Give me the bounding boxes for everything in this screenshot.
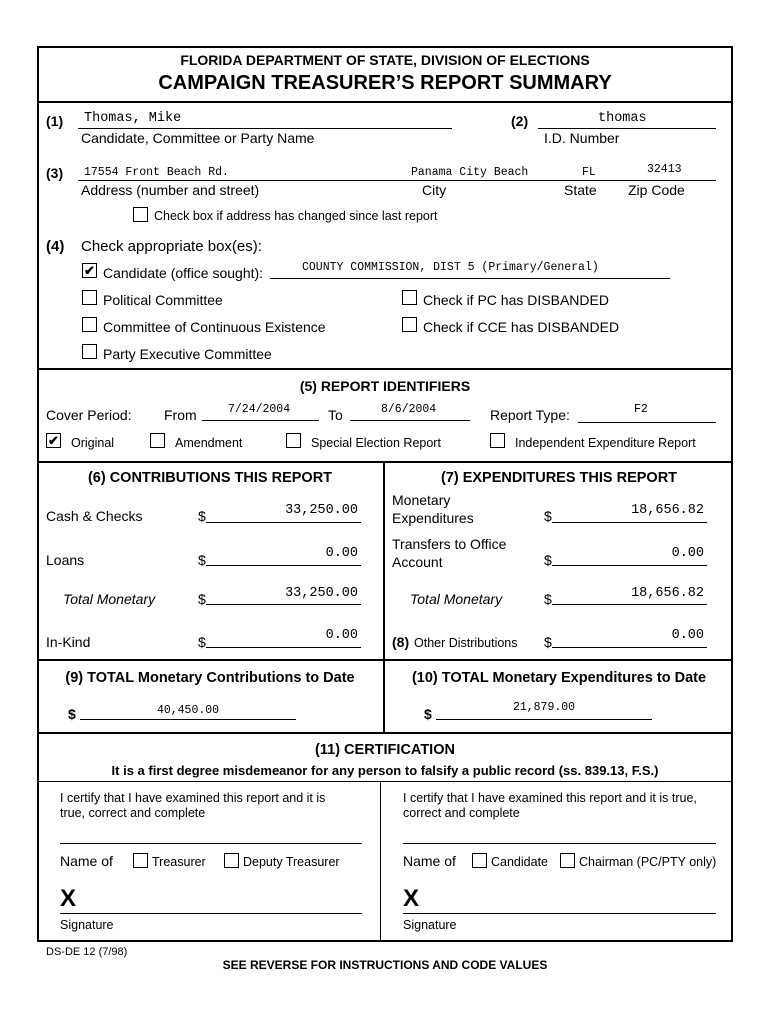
total-expenditures-title: (10) TOTAL Monetary Expenditures to Date: [411, 670, 707, 686]
expenditures-title: (7) EXPENDITURES THIS REPORT: [440, 470, 678, 486]
treasurer-label: Treasurer: [152, 855, 206, 869]
deputy-treasurer-checkbox[interactable]: [224, 853, 239, 868]
cce-checkbox[interactable]: [82, 317, 97, 332]
right-signature-label: Signature: [403, 918, 457, 932]
treasurer-checkbox[interactable]: [133, 853, 148, 868]
candidate-sign-label: Candidate: [491, 855, 548, 869]
candidate-sign-checkbox[interactable]: [472, 853, 487, 868]
cce-label: Committee of Continuous Existence: [103, 319, 326, 335]
transfers-line: [552, 565, 707, 566]
amendment-checkbox[interactable]: [150, 433, 165, 448]
divider: [37, 368, 733, 370]
cce-disbanded-checkbox[interactable]: [402, 317, 417, 332]
footer-note: SEE REVERSE FOR INSTRUCTIONS AND CODE VALUES: [222, 958, 548, 972]
total-monetary-expend-label: Total Monetary: [410, 591, 503, 607]
candidate-office-label: Candidate (office sought):: [103, 265, 264, 281]
dollar-sign: $: [544, 508, 552, 524]
monetary-expenditures-label-2: Expenditures: [392, 510, 474, 526]
loans-line: [206, 565, 361, 566]
from-date-value[interactable]: 7/24/2004: [228, 403, 291, 416]
loans-value[interactable]: 0.00: [325, 546, 358, 561]
transfers-label-1: Transfers to Office: [392, 536, 507, 552]
report-type-value[interactable]: F2: [634, 403, 648, 416]
total-contributions-title: (9) TOTAL Monetary Contributions to Date: [65, 670, 355, 686]
report-identifiers-title: (5) REPORT IDENTIFIERS: [299, 378, 471, 394]
total-monetary-expend-value[interactable]: 18,656.82: [631, 586, 704, 601]
department-heading: FLORIDA DEPARTMENT OF STATE, DIVISION OF ELECTIONS: [180, 52, 590, 68]
section-3-number: (3): [46, 165, 64, 181]
left-signature-line[interactable]: [60, 913, 362, 914]
divider: [37, 659, 733, 661]
left-name-of-label: Name of: [60, 853, 113, 869]
other-distributions-line: [552, 647, 707, 648]
zip-value[interactable]: 32413: [647, 163, 682, 176]
special-election-checkbox[interactable]: [286, 433, 301, 448]
left-cert-text-1: I certify that I have examined this report and it is: [60, 791, 326, 805]
political-committee-checkbox[interactable]: [82, 290, 97, 305]
dollar-sign: $: [198, 591, 206, 607]
address-changed-label: Check box if address has changed since last report: [154, 209, 438, 223]
candidate-office-line: [270, 278, 670, 279]
dollar-sign: $: [544, 591, 552, 607]
political-committee-label: Political Committee: [103, 292, 223, 308]
party-exec-checkbox[interactable]: [82, 344, 97, 359]
divider: [37, 101, 733, 103]
total-expenditures-value[interactable]: 21,879.00: [512, 701, 576, 714]
chairman-label: Chairman (PC/PTY only): [579, 855, 717, 869]
left-signature-label: Signature: [60, 918, 114, 932]
cash-checks-line: [206, 522, 361, 523]
city-value[interactable]: Panama City Beach: [411, 166, 529, 179]
chairman-checkbox[interactable]: [560, 853, 575, 868]
address-changed-checkbox[interactable]: [133, 207, 148, 222]
pc-disbanded-label: Check if PC has DISBANDED: [423, 292, 609, 308]
state-value[interactable]: FL: [582, 166, 596, 179]
form-id: DS-DE 12 (7/98): [46, 946, 128, 958]
address-value[interactable]: 17554 Front Beach Rd.: [84, 166, 229, 179]
certification-title: (11) CERTIFICATION: [315, 742, 455, 758]
column-divider: [383, 461, 385, 733]
section-2-number: (2): [511, 113, 529, 129]
dollar-sign: $: [68, 706, 76, 722]
dollar-sign: $: [544, 552, 552, 568]
right-cert-name-line: [403, 843, 716, 844]
monetary-expenditures-label-1: Monetary: [392, 492, 451, 508]
transfers-value[interactable]: 0.00: [671, 546, 704, 561]
total-monetary-contrib-line: [206, 604, 361, 605]
transfers-label-2: Account: [392, 554, 443, 570]
candidate-name-value[interactable]: Thomas, Mike: [84, 111, 182, 126]
in-kind-value[interactable]: 0.00: [325, 628, 358, 643]
total-monetary-contrib-label: Total Monetary: [63, 591, 156, 607]
other-distributions-label: Other Distributions: [414, 636, 518, 650]
dollar-sign: $: [198, 552, 206, 568]
state-label: State: [564, 182, 597, 198]
id-number-value[interactable]: thomas: [598, 111, 647, 126]
dollar-sign: $: [544, 634, 552, 650]
section-4-label: Check appropriate box(es):: [81, 238, 262, 255]
cash-checks-value[interactable]: 33,250.00: [285, 503, 358, 518]
dollar-sign: $: [198, 508, 206, 524]
in-kind-line: [206, 647, 361, 648]
candidate-name-label: Candidate, Committee or Party Name: [81, 130, 315, 146]
cover-period-label: Cover Period:: [46, 407, 132, 423]
zip-label: Zip Code: [628, 182, 685, 198]
monetary-expenditures-value[interactable]: 18,656.82: [631, 503, 704, 518]
left-signature-x: X: [60, 885, 77, 912]
id-number-label: I.D. Number: [544, 130, 620, 146]
cce-disbanded-label: Check if CCE has DISBANDED: [423, 319, 620, 335]
from-date-line: [202, 420, 319, 421]
city-label: City: [422, 182, 447, 198]
form-title: CAMPAIGN TREASURER’S REPORT SUMMARY: [158, 72, 612, 94]
right-name-of-label: Name of: [403, 853, 456, 869]
dollar-sign: $: [424, 706, 432, 722]
dollar-sign: $: [198, 634, 206, 650]
original-checkbox[interactable]: ✔: [46, 433, 61, 448]
original-label: Original: [71, 436, 115, 450]
certification-warning: It is a first degree misdemeanor for any person to falsify a public record (ss. 839.13, F.S.): [111, 763, 659, 778]
total-monetary-expend-line: [552, 604, 707, 605]
report-type-label: Report Type:: [490, 407, 570, 423]
total-expenditures-line: [436, 719, 652, 720]
independent-expenditure-checkbox[interactable]: [490, 433, 505, 448]
monetary-expenditures-line: [552, 522, 707, 523]
other-distributions-value[interactable]: 0.00: [671, 628, 704, 643]
to-label: To: [328, 407, 343, 423]
to-date-line: [350, 420, 470, 421]
candidate-checkbox[interactable]: ✔: [82, 263, 97, 278]
section-4-number: (4): [46, 238, 65, 255]
party-exec-label: Party Executive Committee: [103, 346, 272, 362]
right-signature-x: X: [403, 885, 420, 912]
divider: [37, 732, 733, 734]
section-8-number: (8): [392, 634, 410, 650]
right-signature-line[interactable]: [403, 913, 716, 914]
address-line: [78, 180, 716, 181]
from-label: From: [164, 407, 197, 423]
section-1-number: (1): [46, 113, 64, 129]
loans-label: Loans: [46, 552, 85, 568]
deputy-treasurer-label: Deputy Treasurer: [243, 855, 340, 869]
total-contributions-line: [80, 719, 296, 720]
divider: [37, 461, 733, 463]
id-number-line: [538, 128, 716, 129]
candidate-name-line: [78, 128, 452, 129]
right-cert-text-2: correct and complete: [403, 806, 520, 820]
candidate-office-value[interactable]: COUNTY COMMISSION, DIST 5 (Primary/General): [302, 261, 599, 274]
total-monetary-contrib-value[interactable]: 33,250.00: [285, 586, 358, 601]
contributions-title: (6) CONTRIBUTIONS THIS REPORT: [87, 470, 333, 486]
amendment-label: Amendment: [175, 436, 243, 450]
in-kind-label: In-Kind: [46, 634, 91, 650]
independent-expenditure-label: Independent Expenditure Report: [515, 436, 696, 450]
left-cert-text-2: true, correct and complete: [60, 806, 206, 820]
total-contributions-value[interactable]: 40,450.00: [156, 704, 220, 717]
right-cert-text-1: I certify that I have examined this report and it is true,: [403, 791, 697, 805]
address-label: Address (number and street): [81, 182, 260, 198]
column-divider: [380, 781, 381, 941]
special-election-label: Special Election Report: [311, 436, 441, 450]
cash-checks-label: Cash & Checks: [46, 508, 143, 524]
pc-disbanded-checkbox[interactable]: [402, 290, 417, 305]
to-date-value[interactable]: 8/6/2004: [381, 403, 437, 416]
divider: [37, 781, 733, 782]
left-cert-name-line: [60, 843, 362, 844]
report-type-line: [578, 422, 716, 423]
